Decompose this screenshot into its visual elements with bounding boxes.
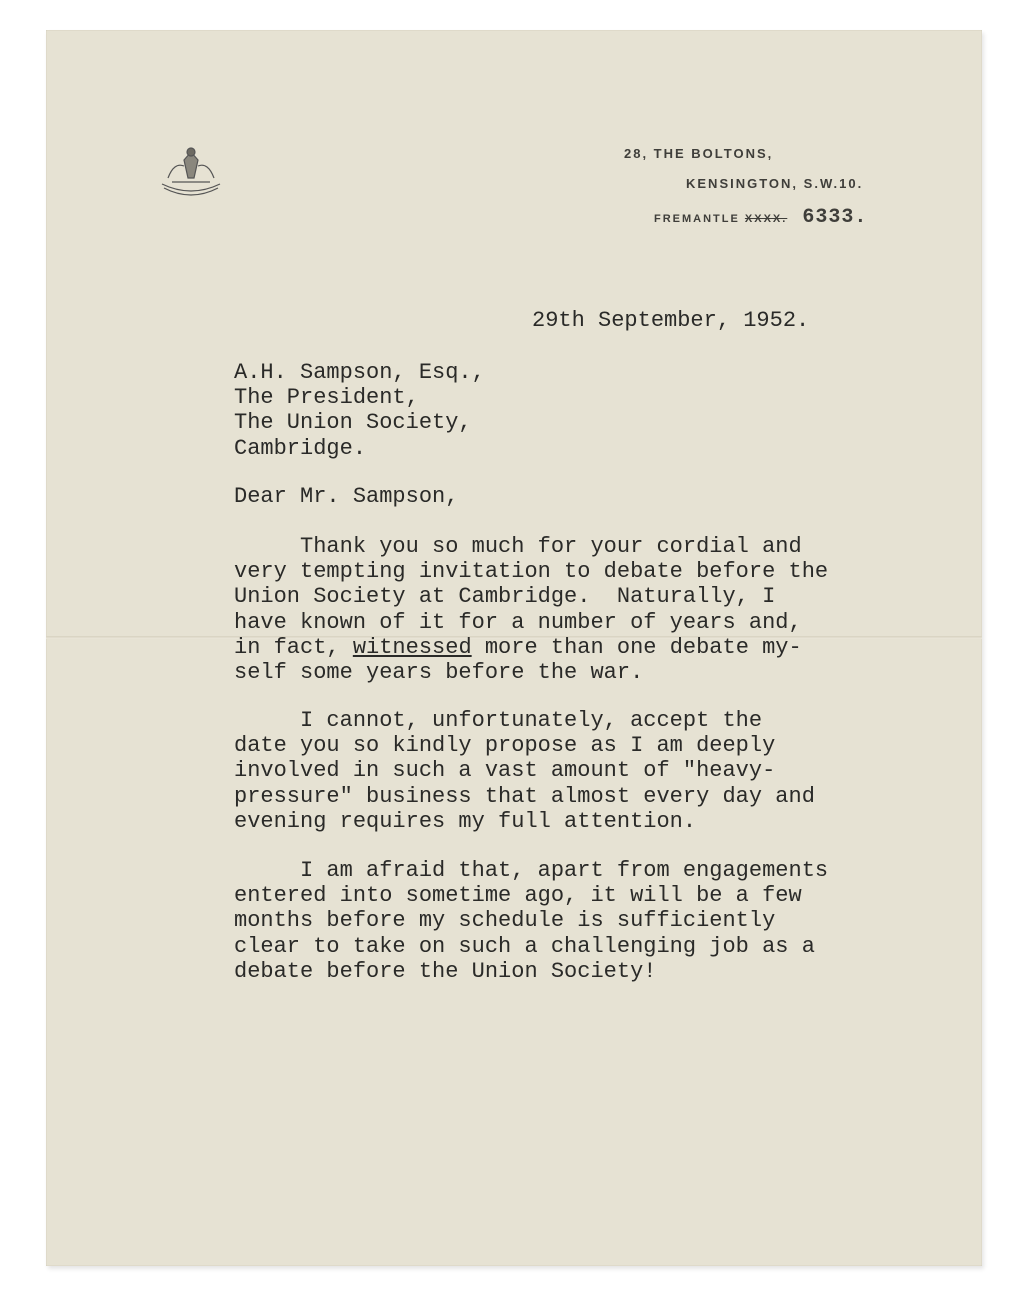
address-line: A.H. Sampson, Esq., bbox=[234, 360, 485, 385]
letter-paper bbox=[46, 30, 982, 1266]
address-line: The President, bbox=[234, 385, 419, 411]
paragraph-line: months before my schedule is sufficiently bbox=[234, 908, 776, 934]
paragraph-1 bbox=[234, 534, 828, 685]
paragraph-line: evening requires my full attention. bbox=[234, 808, 697, 834]
address-line: Cambridge. bbox=[234, 435, 367, 461]
paragraph-line: very tempting invitation to debate before the bbox=[234, 559, 829, 585]
letterhead-telephone bbox=[654, 206, 867, 229]
telephone-exchange: FREMANTLE bbox=[654, 213, 740, 225]
paragraph-line: have known of it for a number of years and, bbox=[234, 609, 802, 635]
paragraph-3 bbox=[234, 858, 828, 984]
crest-emblem-icon bbox=[154, 144, 228, 202]
paragraph-line: debate before the Union Society! bbox=[234, 958, 657, 984]
paragraph-line bbox=[234, 635, 828, 660]
paragraph-line: date you so kindly propose as I am deeply bbox=[234, 733, 776, 759]
paragraph-2 bbox=[234, 708, 815, 834]
recipient-address bbox=[234, 360, 485, 461]
paragraph-line: involved in such a vast amount of "heavy- bbox=[234, 758, 776, 784]
salutation: Dear Mr. Sampson, bbox=[234, 484, 459, 509]
address-line: The Union Society, bbox=[234, 410, 472, 436]
paragraph-line: I am afraid that, apart from engagements bbox=[234, 858, 829, 883]
telephone-number: 6333. bbox=[802, 206, 868, 229]
paragraph-line: self some years before the war. bbox=[234, 660, 644, 686]
paragraph-line: clear to take on such a challenging job as a bbox=[234, 933, 815, 959]
letter-date: 29th September, 1952. bbox=[532, 308, 810, 333]
paragraph-line: Thank you so much for your cordial and bbox=[234, 534, 802, 559]
letterhead-district: KENSINGTON, S.W.10. bbox=[686, 176, 864, 191]
underlined-word: witnessed bbox=[352, 634, 472, 660]
line-text: in fact, bbox=[234, 634, 353, 660]
paragraph-line: Union Society at Cambridge. Naturally, I bbox=[234, 584, 776, 610]
letterhead-street: 28, THE BOLTONS, bbox=[624, 146, 774, 161]
paragraph-line: I cannot, unfortunately, accept the bbox=[234, 708, 763, 733]
struck-exchange-code: XXXX. bbox=[744, 213, 788, 225]
paragraph-line: pressure" business that almost every day and bbox=[234, 783, 815, 809]
paragraph-line: entered into sometime ago, it will be a few bbox=[234, 883, 802, 909]
line-text: more than one debate my- bbox=[471, 634, 802, 660]
